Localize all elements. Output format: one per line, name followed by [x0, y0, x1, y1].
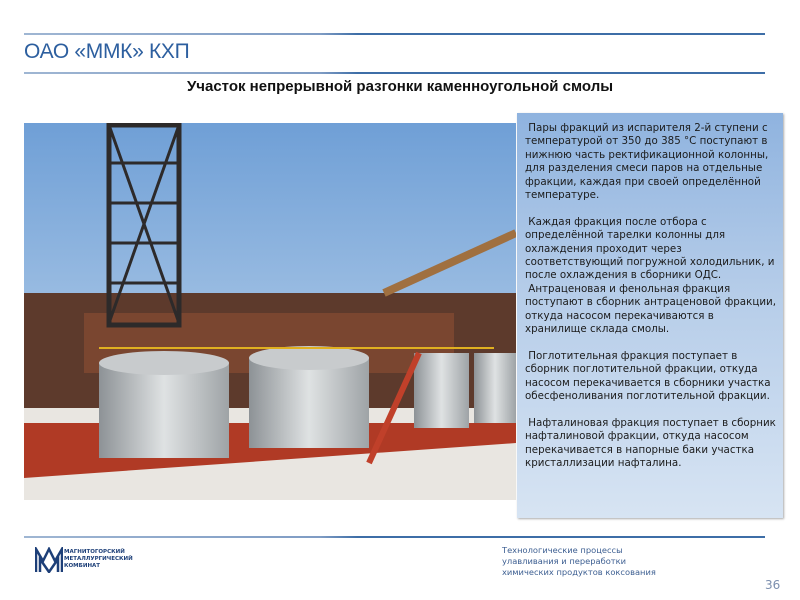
description-panel: [517, 113, 783, 518]
top-divider: [24, 33, 765, 35]
footer-caption: Технологические процессы улавливания и переработки химических продуктов коксования: [502, 545, 656, 577]
paragraph: Поглотительная фракция поступает в сборник поглотительной фракции, откуда насосом перекачивается в сборники участка обесфеноливания поглотительной фракции.: [525, 349, 774, 403]
paragraph: Антраценовая и фенольная фракция поступают в сборник антраценовой фракции, откуда насосом перекачиваются в хранилище склада смолы.: [525, 282, 780, 336]
footer-divider: [24, 536, 765, 538]
mmk-logo-icon: [35, 547, 63, 573]
paragraph: Пары фракций из испарителя 2-й ступени с температурой от 350 до 385 °С поступают в нижнюю часть ректификационной колонны, для разделения смеси паров на отдельные фракции, каждая при своей определённой температуре.: [525, 122, 772, 202]
paragraph: Каждая фракция после отбора с определённой тарелки колонны для охлаждения проходит через соответствующий погружной холодильник, и после охлаждения в сборники ОДС.: [525, 215, 778, 282]
paragraph: Нафталиновая фракция поступает в сборник нафталиновой фракции, откуда насосом перекачивается в напорные баки участка кристаллизации нафталина.: [525, 416, 780, 470]
slide-subtitle: Участок непрерывной разгонки каменноугольной смолы: [186, 78, 614, 95]
title-divider: [24, 72, 765, 74]
page-title: ОАО «ММК» КХП: [24, 40, 190, 63]
page-number: 36: [765, 578, 781, 592]
plant-photo: [24, 123, 516, 500]
company-logo-text: МАГНИТОГОРСКИЙ МЕТАЛЛУРГИЧЕСКИЙ КОМБИНАТ: [64, 549, 133, 569]
